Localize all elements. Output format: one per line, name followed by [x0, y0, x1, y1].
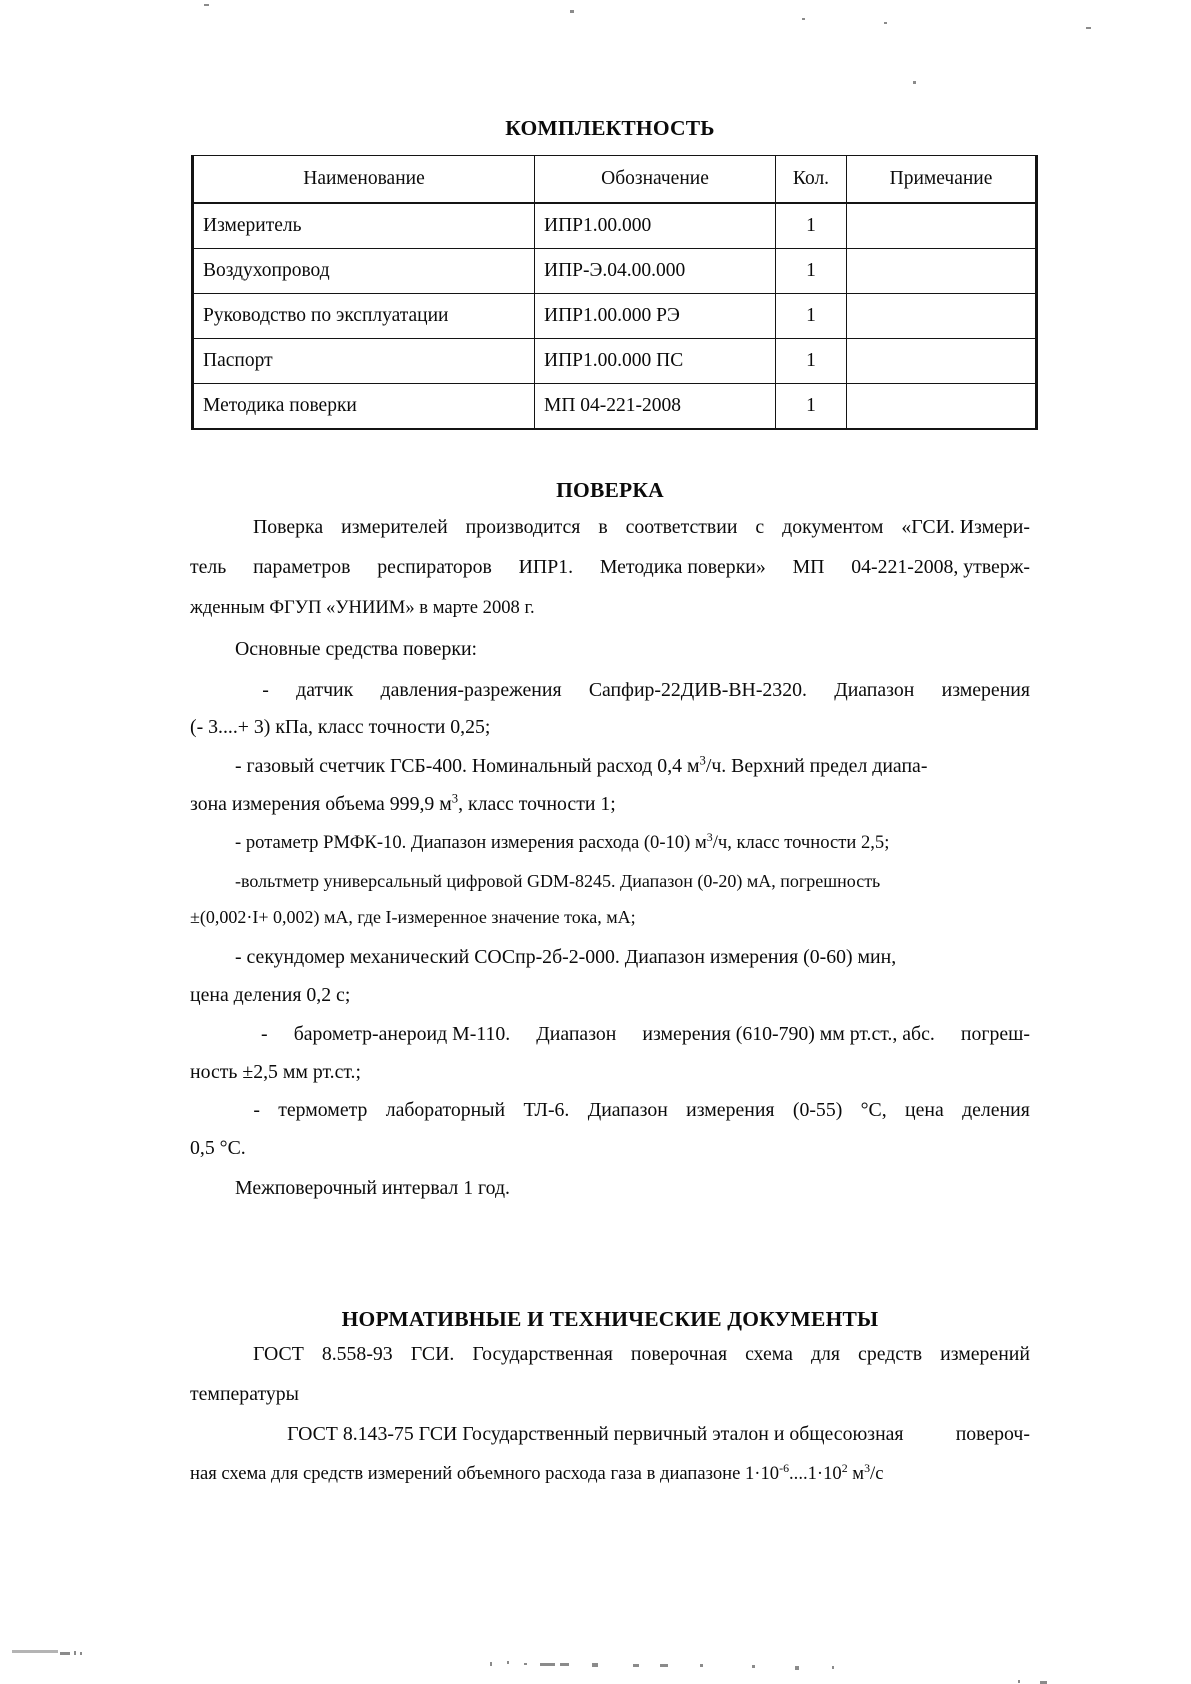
scan-artifact-speck [560, 1663, 569, 1666]
text-fragment: МП [792, 556, 825, 578]
text-fragment: 04-221-2008, утверж- [851, 556, 1030, 578]
scan-artifact-speck [884, 22, 887, 24]
means-barometer-line-1 [190, 1025, 1030, 1045]
text-fragment: Методика поверки» [599, 556, 766, 578]
scan-artifact-speck [60, 1652, 70, 1655]
kit-table-head [193, 156, 1037, 204]
cell-note [847, 339, 1037, 384]
text-fragment: /с [870, 1463, 884, 1484]
text-fragment: измерения [686, 1099, 775, 1121]
document-gost-8-558-93-line-2: температуры [190, 1383, 299, 1405]
cell-name: Паспорт [193, 339, 535, 384]
scan-artifact-speck [204, 4, 209, 6]
text-fragment: производится [465, 516, 581, 538]
cell-designation: ИПР1.00.000 РЭ [535, 294, 776, 339]
verification-section-header [190, 478, 1030, 503]
means-pressure-sensor-line-2: (- 3....+ 3) кПа, класс точности 0,25; [190, 716, 491, 738]
means-stopwatch-line-1: - секундомер механический СОСпр-2б-2-000. Диапазон измерения (0-60) мин, [235, 946, 897, 968]
superscript: 3 [864, 1460, 871, 1475]
text-fragment: ТЛ-6. [523, 1099, 570, 1121]
text-fragment: схема [745, 1343, 793, 1365]
means-voltmeter-line-2: ±(0,002·I+ 0,002) мА, где I-измеренное значение тока, мА; [190, 907, 636, 927]
cell-note [847, 203, 1037, 249]
page-title-verification: ПОВЕРКА [556, 478, 664, 502]
means-barometer-line-2: ность ±2,5 мм рт.ст.; [190, 1061, 361, 1083]
verification-intro-line-1 [190, 518, 1030, 538]
table-row [193, 294, 1037, 339]
cell-designation: МП 04-221-2008 [535, 384, 776, 430]
cell-note [847, 384, 1037, 430]
scan-artifact-speck [802, 18, 805, 20]
scan-artifact-speck [74, 1651, 76, 1655]
table-row [193, 339, 1037, 384]
text-fragment: 8.558-93 [321, 1343, 393, 1365]
text-fragment: в [598, 516, 608, 538]
text-fragment: ИПР1. [518, 556, 574, 578]
cell-name: Воздухопровод [193, 249, 535, 294]
superscript: 2 [841, 1460, 848, 1475]
scan-artifact-speck [490, 1662, 492, 1666]
document-gost-8-143-75-line-2 [190, 1460, 1030, 1484]
verification-means-label: Основные средства поверки: [235, 638, 478, 660]
cell-name: Руководство по эксплуатации [193, 294, 535, 339]
document-gost-8-143-75-line-1 [190, 1425, 1030, 1445]
superscript: 3 [706, 829, 713, 844]
text-fragment: ГОСТ [253, 1343, 304, 1365]
cell-name: Методика поверки [193, 384, 535, 430]
text-fragment: цена [905, 1099, 944, 1121]
scan-artifact-speck [570, 10, 574, 13]
text-fragment: (0-55) [792, 1099, 843, 1121]
documents-section-header [190, 1307, 1030, 1332]
cell-note [847, 249, 1037, 294]
table-header-row [193, 156, 1037, 204]
means-rotameter-line-1 [190, 829, 1075, 853]
text-fragment: измерений [940, 1343, 1030, 1365]
text-fragment: респираторов [377, 556, 492, 578]
scan-artifact-speck [80, 1652, 82, 1655]
text-fragment: м [847, 1463, 865, 1484]
cell-designation: ИПР-Э.04.00.000 [535, 249, 776, 294]
text-fragment: деления [962, 1099, 1030, 1121]
page-title-documents: НОРМАТИВНЫЕ И ТЕХНИЧЕСКИЕ ДОКУМЕНТЫ [341, 1307, 879, 1331]
text-fragment: термометр [278, 1099, 368, 1121]
text-fragment: для [810, 1343, 841, 1365]
cell-quantity: 1 [776, 339, 847, 384]
text-fragment: датчик [296, 679, 354, 701]
text-fragment: измерения [941, 679, 1030, 701]
text-fragment: ная схема для средств измерений объемного расхода газа в диапазоне 1·10 [190, 1463, 780, 1484]
text-fragment: «ГСИ. Измери- [901, 516, 1030, 538]
means-gas-meter-line-2 [190, 791, 1030, 815]
text-fragment: тель [190, 556, 227, 578]
table-row [193, 203, 1037, 249]
text-fragment: давления-разрежения [380, 679, 562, 701]
cell-designation: ИПР1.00.000 ПС [535, 339, 776, 384]
kit-table-body [193, 203, 1037, 429]
scan-artifact-speck [1086, 27, 1091, 29]
text-fragment: , класс точности 1; [458, 793, 616, 815]
text-fragment: Диапазон [587, 1099, 668, 1121]
page-title-kit: КОМПЛЕКТНОСТЬ [505, 116, 715, 140]
scan-artifact-speck [795, 1666, 799, 1670]
text-fragment: ГСИ. [410, 1343, 455, 1365]
text-fragment: °С, [860, 1099, 887, 1121]
table-row [193, 249, 1037, 294]
scan-artifact-speck [524, 1663, 527, 1665]
scan-artifact-speck [540, 1663, 555, 1666]
means-voltmeter-line-1: -вольтметр универсальный цифровой GDM-8245. Диапазон (0-20) мА, погрешность [235, 871, 881, 891]
verification-intro-line-3: жденным ФГУП «УНИИМ» в марте 2008 г. [190, 597, 535, 618]
scan-artifact-speck [633, 1664, 639, 1667]
text-fragment: /ч. Верхний предел диапа- [705, 755, 928, 777]
text-fragment: /ч, класс точности 2,5; [712, 832, 890, 853]
scan-artifact-speck [1018, 1680, 1020, 1683]
text-fragment: погреш- [960, 1023, 1030, 1045]
verification-intro-line-2 [190, 558, 1030, 578]
kit-table [191, 155, 1038, 430]
text-fragment: - [253, 1099, 260, 1121]
table-row [193, 384, 1037, 430]
column-header-designation: Обозначение [535, 156, 776, 204]
scan-artifact-speck [660, 1664, 668, 1667]
text-fragment: ГОСТ 8.143-75 ГСИ Государственный первичный эталон и общесоюзная [287, 1423, 904, 1445]
scan-artifact-speck [913, 81, 916, 84]
text-fragment: лабораторный [385, 1099, 506, 1121]
means-gas-meter-line-1 [190, 753, 1075, 777]
document-gost-8-558-93-line-1 [190, 1345, 1030, 1365]
cell-quantity: 1 [776, 249, 847, 294]
text-fragment: барометр-анероид М-110. [293, 1023, 511, 1045]
text-fragment: поверочная [630, 1343, 728, 1365]
text-fragment: соответствии [625, 516, 738, 538]
text-fragment: параметров [253, 556, 351, 578]
means-stopwatch-line-2: цена деления 0,2 с; [190, 984, 351, 1006]
text-fragment: документом [782, 516, 884, 538]
superscript: 3 [451, 791, 459, 806]
text-fragment: повероч- [955, 1423, 1030, 1445]
scan-artifact-streak [12, 1650, 58, 1653]
text-fragment: - ротаметр РМФК-10. Диапазон измерения расхода (0-10) м [235, 832, 707, 853]
text-fragment: измерителей [341, 516, 448, 538]
superscript: 3 [699, 753, 706, 768]
cell-note [847, 294, 1037, 339]
text-fragment: - [262, 679, 269, 701]
cell-quantity: 1 [776, 203, 847, 249]
kit-section-header [190, 116, 1030, 141]
text-fragment: Диапазон [834, 679, 915, 701]
means-thermometer-line-2: 0,5 °С. [190, 1137, 246, 1159]
text-fragment: Сапфир-22ДИВ-ВН-2320. [588, 679, 807, 701]
text-fragment: средств [858, 1343, 923, 1365]
text-fragment: ....1·10 [789, 1463, 842, 1484]
cell-quantity: 1 [776, 384, 847, 430]
text-fragment: зона измерения объема 999,9 м [190, 793, 452, 815]
text-fragment: Государственная [472, 1343, 613, 1365]
cell-quantity: 1 [776, 294, 847, 339]
scan-artifact-speck [700, 1664, 703, 1667]
text-fragment: с [755, 516, 765, 538]
means-pressure-sensor-line-1 [190, 681, 1030, 701]
text-fragment: - газовый счетчик ГСБ-400. Номинальный расход 0,4 м [235, 755, 700, 777]
text-fragment: Диапазон [536, 1023, 617, 1045]
verification-interval: Межповерочный интервал 1 год. [235, 1177, 511, 1199]
cell-designation: ИПР1.00.000 [535, 203, 776, 249]
column-header-note: Примечание [847, 156, 1037, 204]
text-fragment: Поверка [252, 516, 324, 538]
scan-artifact-speck [752, 1665, 755, 1668]
text-fragment: измерения (610-790) мм рт.ст., абс. [642, 1023, 935, 1045]
cell-name: Измеритель [193, 203, 535, 249]
column-header-name: Наименование [193, 156, 535, 204]
scan-artifact-speck [832, 1666, 834, 1669]
column-header-quantity: Кол. [776, 156, 847, 204]
text-fragment: - [261, 1023, 268, 1045]
means-thermometer-line-1 [190, 1101, 1030, 1121]
superscript: -6 [779, 1460, 790, 1475]
